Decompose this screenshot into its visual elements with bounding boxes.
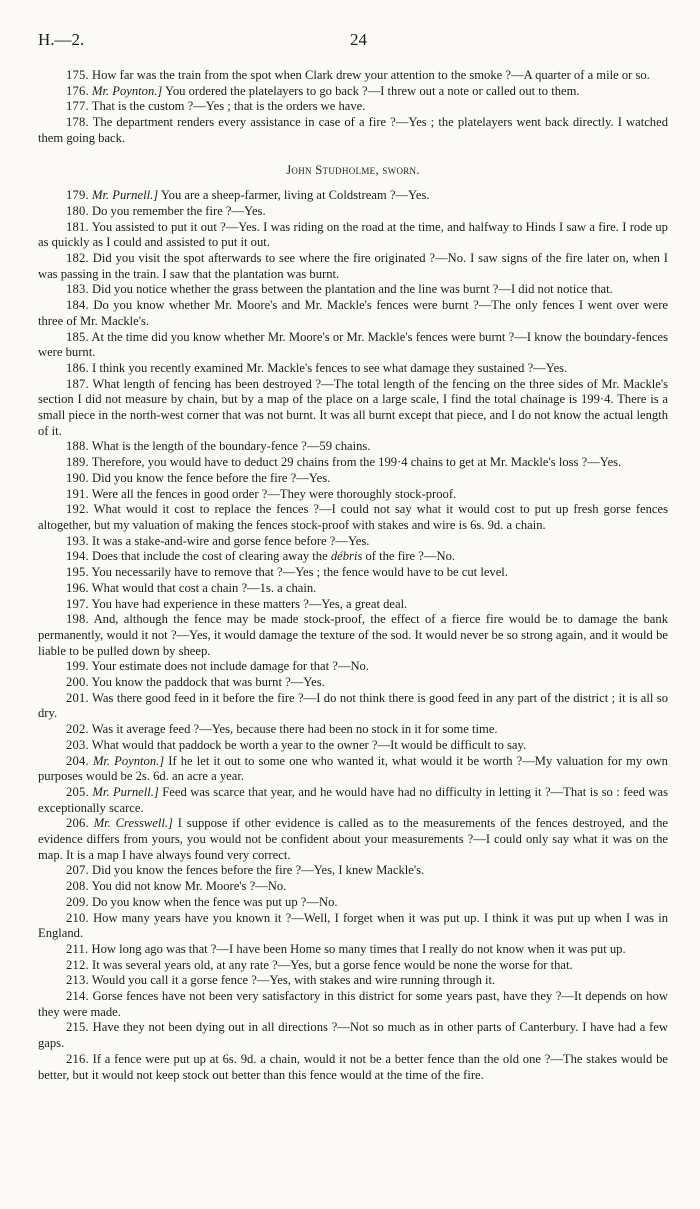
question-answer-text: You ordered the platelayers to go back ?—I threw out a note or called out to them. <box>165 83 580 98</box>
question-answer-text: The department renders every assistance in case of a fire ?—Yes ; the platelayers went back directly. I watched them going back. <box>38 115 668 145</box>
evidence-paragraph <box>38 863 668 879</box>
question-answer-text: At the time did you know whether Mr. Moore's or Mr. Mackle's fences were burnt ?—I know the boundary-fences were burnt. <box>38 329 668 360</box>
question-answer-text: What would it cost to replace the fences ?—I could not say what it would cost to put up fresh gorse fences altogether, but my valuation of making the fences stock-proof with stakes and wire is 6s. 9d. a chain. <box>38 502 668 532</box>
question-number: 187. <box>66 376 89 391</box>
question-number: 181. <box>66 219 89 234</box>
question-answer-text: Did you notice whether the grass between the plantation and the line was burnt ?—I did not notice that. <box>92 282 613 297</box>
evidence-paragraph <box>38 471 668 487</box>
evidence-paragraph <box>38 188 668 204</box>
question-number: 190. <box>66 470 89 485</box>
question-number: 195. <box>66 565 89 580</box>
evidence-paragraph <box>38 989 668 1020</box>
evidence-paragraph <box>38 68 668 84</box>
evidence-paragraph <box>38 204 668 220</box>
question-answer-text: Did you know the fences before the fire ?—Yes, I knew Mackle's. <box>92 863 425 878</box>
evidence-paragraph <box>38 549 668 565</box>
question-number: 202. <box>66 722 89 737</box>
question-number: 176. <box>66 83 89 98</box>
question-answer-text: That is the custom ?—Yes ; that is the orders we have. <box>91 99 366 114</box>
question-number: 184. <box>66 298 89 313</box>
evidence-paragraph <box>38 942 668 958</box>
evidence-paragraph <box>38 487 668 503</box>
question-number: 215. <box>66 1020 89 1035</box>
evidence-paragraph <box>38 597 668 613</box>
evidence-paragraph <box>38 785 668 816</box>
question-answer-text: If he let it out to some one who wanted it, what would it be worth ?—My valuation for my own purposes would be 2s. 6d. an acre a year. <box>38 753 668 784</box>
question-number: 192. <box>66 502 89 517</box>
question-number: 205. <box>66 784 89 799</box>
evidence-paragraph <box>38 251 668 282</box>
evidence-paragraph <box>38 565 668 581</box>
question-number: 206. <box>66 816 89 831</box>
question-number: 200. <box>66 675 89 690</box>
question-number: 178. <box>66 115 89 130</box>
question-answer-text: You assisted to put it out ?—Yes. I was riding on the road at the time, and halfway to Hinds I saw a fire. I rode up as quickly as I could and assisted to put it out. <box>38 219 668 250</box>
question-number: 208. <box>66 879 89 894</box>
evidence-paragraph <box>38 754 668 785</box>
question-answer-text: Do you know whether Mr. Moore's and Mr. Mackle's fences were burnt ?—The only fences I went over were three of Mr. Mackle's. <box>38 298 668 328</box>
speaker-label: Mr. Cresswell.] <box>93 816 173 831</box>
question-answer-text: Do you remember the fire ?—Yes. <box>92 203 266 218</box>
question-answer-text: Gorse fences have not been very satisfactory in this district for some years past, have they ?—It depends on how they were made. <box>38 989 668 1019</box>
italic-term: débris <box>330 549 363 564</box>
question-answer-text: And, although the fence may be made stock-proof, the effect of a fierce fire would be to damage the bank permanently, would it not ?—Yes, it would damage the texture of the sod. It would never be so strong again, and it would be liable to be pulled down by sheep. <box>38 612 668 658</box>
speaker-label: Mr. Poynton.] <box>92 83 163 98</box>
question-number: 212. <box>66 957 89 972</box>
question-number: 182. <box>66 251 89 266</box>
evidence-paragraph <box>38 911 668 942</box>
question-number: 203. <box>66 737 89 752</box>
evidence-paragraph <box>38 220 668 251</box>
question-answer-text: What would that cost a chain ?—1s. a chain. <box>91 580 317 595</box>
page-number: 24 <box>350 30 367 49</box>
question-answer-text: Have they not been dying out in all directions ?—Not so much as in other parts of Canterbury. I have had a few gaps. <box>38 1020 668 1051</box>
evidence-paragraph <box>38 973 668 989</box>
question-answer-text: Was it average feed ?—Yes, because there had been no stock in it for some time. <box>91 722 498 737</box>
evidence-group-a <box>38 68 668 147</box>
question-number: 183. <box>66 282 89 297</box>
evidence-paragraph <box>38 816 668 863</box>
question-number: 191. <box>66 486 89 501</box>
evidence-paragraph <box>38 675 668 691</box>
question-number: 193. <box>66 533 89 548</box>
evidence-paragraph <box>38 659 668 675</box>
question-number: 186. <box>66 360 89 375</box>
evidence-paragraph <box>38 377 668 440</box>
document-reference: H.—2. <box>38 30 85 49</box>
question-answer-text: How far was the train from the spot when Clark drew your attention to the smoke ?—A quarter of a mile or so. <box>92 68 650 82</box>
question-answer-text: I suppose if other evidence is called as to the measurements of the fences destroyed, and the evidence differs from yours, you would not be confident about your measurements ?—I could only say what it was on the map. It is a map I have always found very correct. <box>38 816 669 862</box>
speaker-label: Mr. Purnell.] <box>92 784 159 799</box>
speaker-label: Mr. Purnell.] <box>92 188 159 203</box>
question-answer-text: Were all the fences in good order ?—They were thoroughly stock-proof. <box>91 486 457 501</box>
question-answer-text: What would that paddock be worth a year to the owner ?—It would be difficult to say. <box>91 737 527 752</box>
speaker-label: Mr. Poynton.] <box>92 753 165 768</box>
question-answer-text: It was several years old, at any rate ?—Yes, but a gorse fence would be none the worse for that. <box>92 957 573 972</box>
page-header <box>38 30 668 52</box>
document-body <box>38 68 668 1083</box>
question-number: 194. <box>66 549 89 564</box>
question-answer-text: How long ago was that ?—I have been Home so many times that I really do not know when it was put up. <box>91 941 626 956</box>
question-answer-text: What is the length of the boundary-fence ?—59 chains. <box>91 439 371 454</box>
evidence-paragraph <box>38 691 668 722</box>
question-number: 179. <box>66 188 89 203</box>
question-number: 211. <box>66 941 89 956</box>
question-answer-text: It was a stake-and-wire and gorse fence before ?—Yes. <box>92 533 370 548</box>
question-number: 199. <box>66 659 89 674</box>
evidence-paragraph <box>38 738 668 754</box>
evidence-paragraph <box>38 282 668 298</box>
question-number: 196. <box>66 580 89 595</box>
question-number: 185. <box>66 329 89 344</box>
evidence-paragraph <box>38 439 668 455</box>
question-number: 201. <box>66 690 89 705</box>
evidence-paragraph <box>38 581 668 597</box>
question-answer-text: You have had experience in these matters ?—Yes, a great deal. <box>91 596 408 611</box>
question-number: 177. <box>66 99 89 114</box>
evidence-paragraph <box>38 534 668 550</box>
question-answer-text: If a fence were put up at 6s. 9d. a chain, would it not be a better fence than the old one ?—The stakes would be better, but it would not keep stock out better than this fence would at the time of the fire. <box>38 1051 669 1082</box>
evidence-paragraph <box>38 895 668 911</box>
question-number: 180. <box>66 203 89 218</box>
evidence-paragraph <box>38 502 668 533</box>
question-answer-text: I think you recently examined Mr. Mackle's fences to see what damage they sustained ?—Yes. <box>92 360 568 375</box>
question-answer-text: Therefore, you would have to deduct 29 chains from the 199·4 chains to get at Mr. Mackle's loss ?—Yes. <box>91 455 622 470</box>
evidence-paragraph <box>38 612 668 659</box>
question-number: 210. <box>66 910 89 925</box>
question-number: 214. <box>66 989 89 1004</box>
question-answer-text: You are a sheep-farmer, living at Coldstream ?—Yes. <box>160 188 430 203</box>
evidence-paragraph <box>38 84 668 100</box>
question-number: 197. <box>66 596 89 611</box>
question-number: 188. <box>66 439 89 454</box>
question-number: 198. <box>66 612 89 627</box>
evidence-paragraph <box>38 298 668 329</box>
evidence-paragraph <box>38 330 668 361</box>
question-answer-text: Did you know the fence before the fire ?—Yes. <box>92 470 331 485</box>
question-number: 189. <box>66 455 89 470</box>
witness-heading: John Studholme, sworn. <box>286 162 420 177</box>
evidence-paragraph <box>38 115 668 146</box>
question-answer-text: Was there good feed in it before the fire ?—I do not think there is good feed in any part of the district ; it is all so dry. <box>38 690 669 721</box>
evidence-paragraph <box>38 99 668 115</box>
question-number: 207. <box>66 863 89 878</box>
question-answer-text: Would you call it a gorse fence ?—Yes, with stakes and wire running through it. <box>91 973 496 988</box>
question-answer-text: You did not know Mr. Moore's ?—No. <box>91 879 287 894</box>
evidence-paragraph <box>38 958 668 974</box>
evidence-paragraph <box>38 722 668 738</box>
question-answer-text: Did you visit the spot afterwards to see where the fire originated ?—No. I saw signs of the fire later on, when I was passing in the train. I saw that the plantation was burnt. <box>38 251 668 281</box>
question-answer-text: Do you know when the fence was put up ?—No. <box>92 894 338 909</box>
evidence-paragraph <box>38 1020 668 1051</box>
question-number: 216. <box>66 1051 89 1066</box>
question-number: 204. <box>66 753 89 768</box>
question-answer-text: You know the paddock that was burnt ?—Yes. <box>91 675 325 690</box>
question-number: 175. <box>66 68 89 82</box>
question-number: 209. <box>66 894 89 909</box>
question-answer-text: How many years have you known it ?—Well, I forget when it was put up. I think it was put up when I was in England. <box>38 910 668 941</box>
evidence-paragraph <box>38 455 668 471</box>
question-number: 213. <box>66 973 89 988</box>
question-answer-text: You necessarily have to remove that ?—Yes ; the fence would have to be cut level. <box>91 565 508 580</box>
evidence-paragraph <box>38 361 668 377</box>
evidence-paragraph <box>38 1052 668 1083</box>
question-answer-text: Does that include the cost of clearing away the <box>92 549 328 564</box>
evidence-paragraph <box>38 879 668 895</box>
evidence-group-b <box>38 188 668 1083</box>
question-answer-text: of the fire ?—No. <box>365 549 456 564</box>
question-answer-text: What length of fencing has been destroyed ?—The total length of the fencing on the three sides of Mr. Mackle's section I did not measure by chain, but by a map of the place on a large scale, I find the total chainage is 199·4. There is a small piece in the north-west corner that was not burnt. It was all burnt except that piece, and I do not know the actual length of it. <box>38 376 668 438</box>
question-answer-text: Feed was scarce that year, and he would have had no difficulty in letting it ?—That is so : feed was exceptionally scarce. <box>38 784 668 815</box>
question-answer-text: Your estimate does not include damage for that ?—No. <box>91 659 369 674</box>
